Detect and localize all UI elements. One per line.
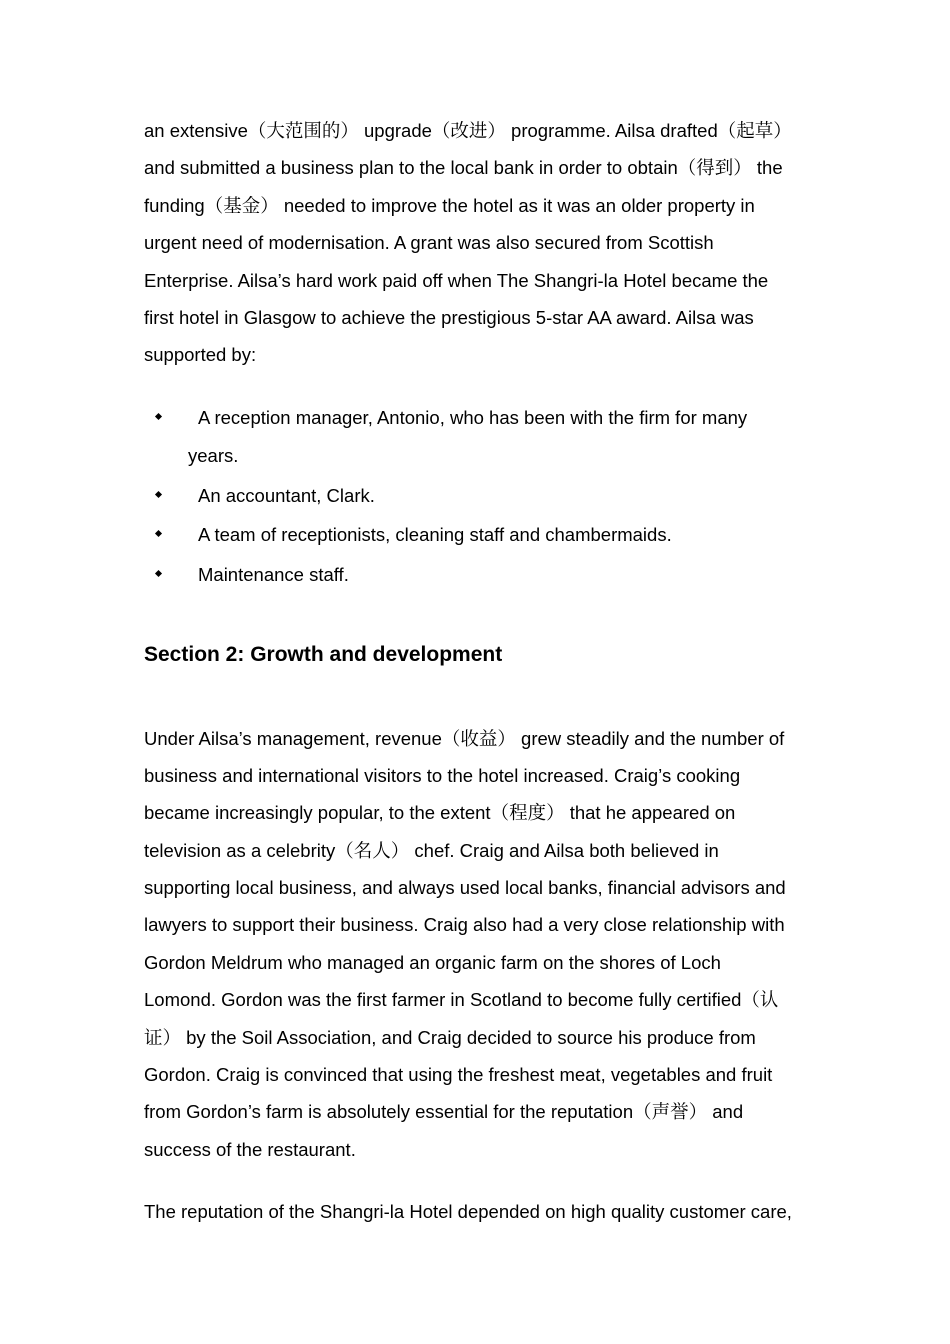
- text-line: success of the restaurant.: [144, 1138, 356, 1160]
- text-line: funding（基金） needed to improve the hotel as it was an older property in: [144, 194, 755, 216]
- text-line: from Gordon’s farm is absolutely essential for the reputation（声誉） and: [144, 1101, 744, 1123]
- text-line: television as a celebrity（名人） chef. Craig and Ailsa both believed in: [144, 839, 719, 861]
- text-line: Lomond. Gordon was the first farmer in Scotland to become fully certified（认: [144, 989, 779, 1011]
- list-item-text: A reception manager, Antonio, who has been with the firm for many: [198, 407, 748, 428]
- list-item: [144, 556, 824, 594]
- list-item: [144, 516, 824, 554]
- text-line: lawyers to support their business. Craig also had a very close relationship with: [144, 914, 785, 936]
- section-heading: Section 2: Growth and development: [144, 643, 503, 666]
- text-line: Under Ailsa’s management, revenue（收益） grew steadily and the number of: [144, 727, 785, 749]
- text-line: and submitted a business plan to the local bank in order to obtain（得到） the: [144, 157, 783, 179]
- text-line: supporting local business, and always used local banks, financial advisors and: [144, 877, 786, 899]
- text-line: supported by:: [144, 344, 257, 366]
- text-line: Gordon Meldrum who managed an organic farm on the shores of Loch: [144, 951, 721, 973]
- list-item-text: Maintenance staff.: [198, 563, 349, 585]
- text-line: first hotel in Glasgow to achieve the prestigious 5-star AA award. Ailsa was: [144, 306, 754, 328]
- text-line: business and international visitors to the hotel increased. Craig’s cooking: [144, 764, 741, 786]
- list-item-text: years.: [188, 445, 239, 466]
- closing-paragraph: [144, 1193, 824, 1230]
- growth-paragraph: [144, 720, 824, 1169]
- text-line: 证） by the Soil Association, and Craig decided to source his produce from: [144, 1026, 756, 1048]
- list-item-text: A team of receptionists, cleaning staff and chambermaids.: [198, 524, 672, 545]
- document-page: [144, 112, 824, 1222]
- text-line: Enterprise. Ailsa’s hard work paid off when The Shangri-la Hotel became the: [144, 269, 769, 291]
- intro-paragraph: [144, 112, 824, 374]
- text-line: urgent need of modernisation. A grant was also secured from Scottish: [144, 232, 714, 254]
- list-item: [144, 399, 824, 475]
- text-line: an extensive（大范围的） upgrade（改进） programme. Ailsa drafted（起草）: [144, 120, 792, 141]
- list-item: [144, 477, 824, 515]
- list-item-text: An accountant, Clark.: [198, 484, 375, 506]
- text-line: became increasingly popular, to the extent（程度） that he appeared on: [144, 802, 736, 824]
- text-line: Gordon. Craig is convinced that using the freshest meat, vegetables and fruit: [144, 1064, 773, 1086]
- support-staff-list: [144, 399, 824, 594]
- text-line: The reputation of the Shangri-la Hotel depended on high quality customer care,: [144, 1201, 792, 1222]
